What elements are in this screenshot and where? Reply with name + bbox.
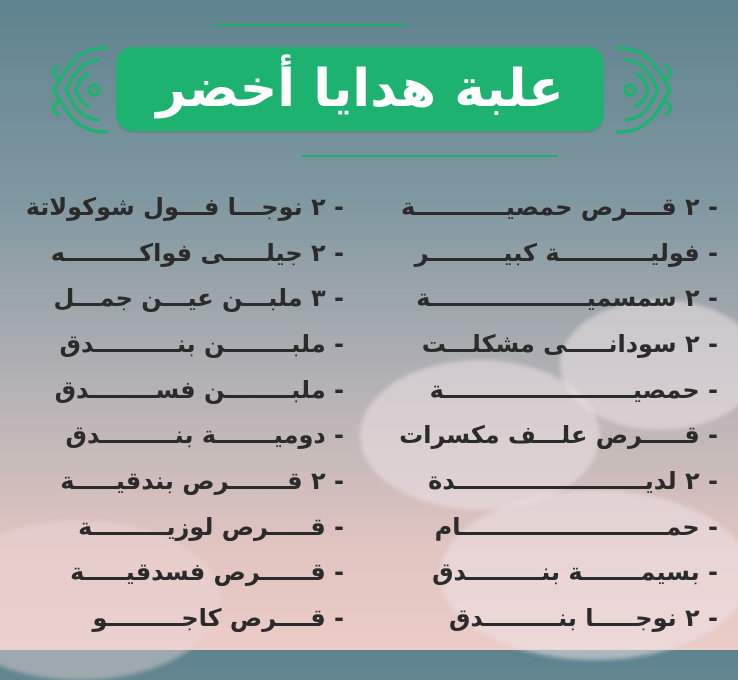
list-item: - ٢ سودانـــــى مشكلـــت	[421, 329, 718, 358]
list-item: - ملبــــــــن فســــــــدق	[54, 375, 344, 404]
list-item: - ٢ قـــــــرص بندقيـــــة	[60, 466, 344, 495]
title-banner	[116, 47, 604, 131]
list-item: - ٢ سمسميـــــــــــــــــــة	[416, 284, 718, 313]
list-item: - ٣ ملبـــن عيـــن جمـــل	[53, 284, 344, 313]
list-item: - حمصيـــــــــــــــــــــــة	[429, 375, 718, 404]
list-item: - ٢ نوجـــا فـــول شوكولاتة	[25, 192, 344, 221]
list-item: - قـــــرص لوزيـــــــــة	[78, 512, 344, 541]
list-item: - دوميـــــــة بنـــــــــدق	[65, 421, 344, 450]
left-item-list	[14, 184, 344, 641]
page-title: علبة هدايا أخضر	[156, 59, 564, 119]
list-item: - ٢ قــــرص حمصيـــــــــــة	[400, 192, 718, 221]
list-item: - قــــــرص فسدقيـــــة	[70, 558, 344, 587]
list-item: - فوليـــــــــــة كبيـــــــــر	[414, 238, 718, 267]
list-item: - ملبــــــــن بنــــــــــدق	[59, 329, 344, 358]
right-item-list	[386, 184, 718, 641]
ornament-icon	[616, 44, 678, 136]
ornament-icon	[46, 44, 108, 136]
list-item: - ٢ نوجـــــا بنـــــــــدق	[448, 604, 718, 633]
list-item: - بسيمـــــــة بنـــــــــدق	[432, 558, 718, 587]
list-item: - ٢ جيلـــــى فواكـــــــــه	[50, 238, 344, 267]
top-rule	[214, 24, 408, 26]
bottom-rule	[302, 155, 558, 157]
list-item: - قـــــرص علـــف مكسرات	[399, 421, 718, 450]
list-item: - قــــرص كاجـــــــــو	[92, 604, 344, 633]
list-item: - ٢ لديـــــــــــــــــــــــدة	[428, 466, 718, 495]
list-item: - حمـــــــــــــــــــــــــام	[434, 512, 718, 541]
